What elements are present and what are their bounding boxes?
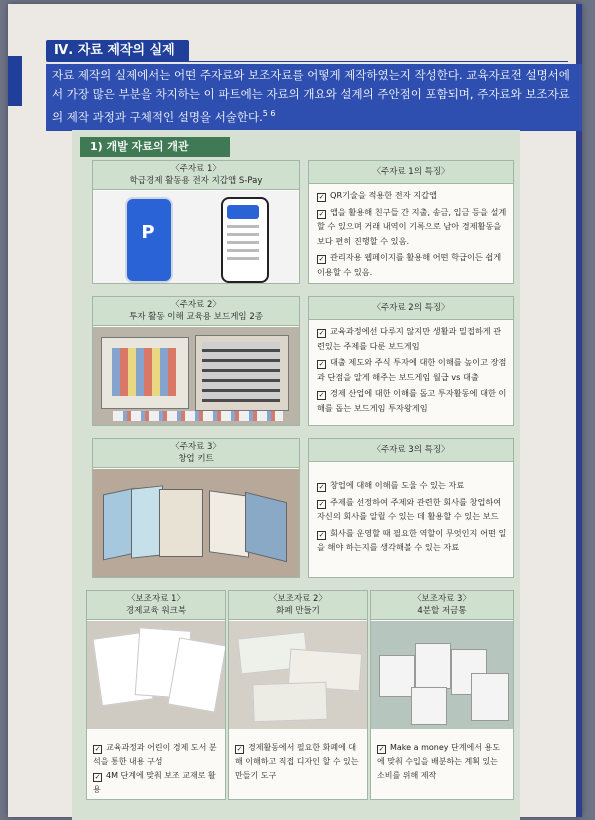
main-material-1-label: 〈주자료 1〉	[171, 164, 221, 174]
main-material-1-features-title: 〈주자료 1의 특징〉	[309, 161, 513, 184]
piggy-bank-box	[471, 673, 509, 721]
main-material-1-card	[92, 160, 300, 284]
main-material-2-photo	[93, 327, 299, 425]
feature-list	[309, 462, 513, 555]
feature-item: ✓ 주제를 선정하여 주제와 관련한 회사를 창업하여 자신의 회사를 알릴 수 있는 데 활용할 수 있는 보드	[317, 496, 502, 521]
feature-item: ✓ 경제활동에서 필요한 화폐에 대해 이해하고 직접 디자인 할 수 있는 만들기 도구	[235, 743, 359, 780]
kit-panel	[209, 490, 249, 558]
checkbox-icon: ✓	[318, 329, 325, 337]
sub-material-3-name: 4분할 저금통	[417, 606, 467, 616]
checkbox-icon: ✓	[318, 360, 325, 368]
sub-material-2-header	[229, 591, 367, 620]
feature-item: ✓ 4M 단계에 맞춰 보조 교재로 활용	[93, 771, 216, 794]
piggy-bank-box	[411, 687, 447, 725]
sub-material-2-label: 〈보조자료 2〉	[269, 594, 327, 604]
intro-paragraph	[46, 64, 582, 131]
checkbox-icon: ✓	[318, 193, 325, 201]
app-list-row	[227, 257, 259, 260]
sub-material-2-name: 화폐 만들기	[276, 606, 320, 616]
feature-item: ✓ 교육과정에선 다루지 않지만 생활과 밀접하게 관련있는 주제를 다룬 보드게임	[317, 326, 502, 351]
main-material-2-label: 〈주자료 2〉	[171, 300, 221, 310]
main-material-3-photo	[93, 469, 299, 577]
main-material-1-header	[93, 161, 299, 190]
phone-mockup-right	[221, 197, 269, 283]
app-list-row	[227, 241, 259, 244]
sub-material-1-header	[87, 591, 225, 620]
footnote-marker: 5 6	[262, 109, 276, 118]
phone-mockup-left	[125, 197, 173, 283]
kit-panel	[245, 492, 287, 562]
piggy-bank-box	[379, 655, 415, 697]
sub-material-1-photo	[87, 621, 225, 729]
feature-item: ✓ Make a money 단계에서 용도에 맞춰 수입을 배분하는 계획 있는 소비를 위해 제작	[377, 743, 500, 780]
feature-list	[309, 320, 513, 415]
feature-item: ✓ QR기술을 적용한 전자 지갑앱	[318, 190, 437, 201]
board-game-2	[195, 335, 289, 411]
accent-bar	[8, 56, 22, 106]
feature-item: ✓ 앱을 활용해 친구들 간 지출, 송금, 입금 등을 설계할 수 있으며 거래 내역이 기록으로 남아 경제활동을 보다 편히 진행할 수 있음.	[317, 206, 507, 246]
intro-text: 자료 제작의 실제에서는 어떤 주자료와 보조자료를 어떻게 제작하였는지 작성한다. 교육자료전 설명서에서 가장 많은 부분을 차지하는 이 파트에는 자료의 개요와 설계의 주안점이 포함되며, 주자료와 보조자료의 제작 과정과 구체적인 설명을 서술한다.	[52, 68, 570, 124]
chapter-title: Ⅳ. 자료 제작의 실제	[46, 40, 189, 62]
feature-item: ✓ 창업에 대해 이해를 도울 수 있는 자료	[318, 480, 465, 491]
checkbox-icon: ✓	[378, 745, 385, 753]
app-logo: P	[141, 222, 155, 243]
main-material-1-features	[308, 160, 514, 284]
sub-material-2-photo	[229, 621, 367, 729]
checkbox-icon: ✓	[318, 391, 325, 399]
app-balance-card	[227, 205, 259, 219]
sub-material-2-card	[228, 590, 368, 800]
checkbox-icon: ✓	[318, 483, 325, 491]
feature-list	[309, 184, 513, 279]
board-grid	[202, 342, 280, 402]
checkbox-icon: ✓	[318, 255, 325, 263]
main-material-2-features-title: 〈주자료 2의 특징〉	[309, 297, 513, 320]
app-list-row	[227, 249, 259, 252]
main-material-2-name: 투자 활동 이해 교육용 보드게임 2종	[129, 312, 263, 322]
checkbox-icon: ✓	[94, 745, 101, 753]
app-list-row	[227, 233, 259, 236]
kit-board	[159, 489, 203, 557]
main-material-1-name: 학급경제 활동용 전자 지갑앱 S-Pay	[129, 176, 263, 186]
sub-material-3-card	[370, 590, 514, 800]
sub-material-3-label: 〈보조자료 3〉	[413, 594, 471, 604]
feature-item: ✓ 회사를 운영할 때 필요한 역할이 무엇인지 어떤 일을 해야 하는지를 생각해볼 수 있는 자료	[317, 527, 507, 552]
checkbox-icon: ✓	[94, 773, 101, 781]
main-material-2-header	[93, 297, 299, 326]
main-material-2-features	[308, 296, 514, 426]
feature-item: ✓ 관리자용 웹페이지를 활용해 어떤 학급이든 쉽게 이용할 수 있음.	[317, 252, 502, 277]
app-list-row	[227, 225, 259, 228]
sub-material-3-photo	[371, 621, 513, 729]
main-material-3-features-title: 〈주자료 3의 특징〉	[309, 439, 513, 462]
main-material-3-features	[308, 438, 514, 578]
sub-material-3-header	[371, 591, 513, 620]
checkbox-icon: ✓	[318, 209, 325, 218]
main-material-3-label: 〈주자료 3〉	[171, 442, 221, 452]
piggy-bank-box	[415, 643, 451, 689]
main-material-3-header	[93, 439, 299, 468]
title-divider	[176, 61, 568, 62]
sub-material-1-features	[87, 737, 225, 801]
board-game-1	[101, 337, 189, 409]
sub-material-3-features	[371, 737, 513, 787]
feature-item: ✓ 경제 산업에 대한 이해를 돕고 투자활동에 대한 이해를 돕는 보드게임 투자왕게임	[317, 388, 507, 413]
game-cards	[113, 411, 283, 421]
checkbox-icon: ✓	[318, 499, 325, 508]
section-label: 1) 개발 자료의 개관	[80, 137, 230, 157]
sub-material-1-card	[86, 590, 226, 800]
main-material-2-card	[92, 296, 300, 426]
checkbox-icon: ✓	[318, 530, 325, 539]
main-material-3-card	[92, 438, 300, 578]
sub-material-2-features	[229, 737, 367, 787]
checkbox-icon: ✓	[236, 745, 243, 753]
feature-item: ✓ 교육과정과 어린이 경제 도서 분석을 통한 내용 구성	[93, 743, 217, 766]
sub-material-1-label: 〈보조자료 1〉	[127, 594, 185, 604]
feature-item: ✓ 대출 제도와 주식 투자에 대한 이해를 높이고 장점과 단점을 알게 해주는 보드게임 월급 vs 대출	[317, 357, 507, 382]
main-material-3-name: 창업 키트	[178, 454, 214, 464]
main-material-1-photo	[93, 191, 299, 283]
paper-banknote	[252, 682, 327, 723]
board-tiles	[112, 348, 176, 396]
sub-material-1-name: 경제교육 워크북	[125, 606, 187, 616]
